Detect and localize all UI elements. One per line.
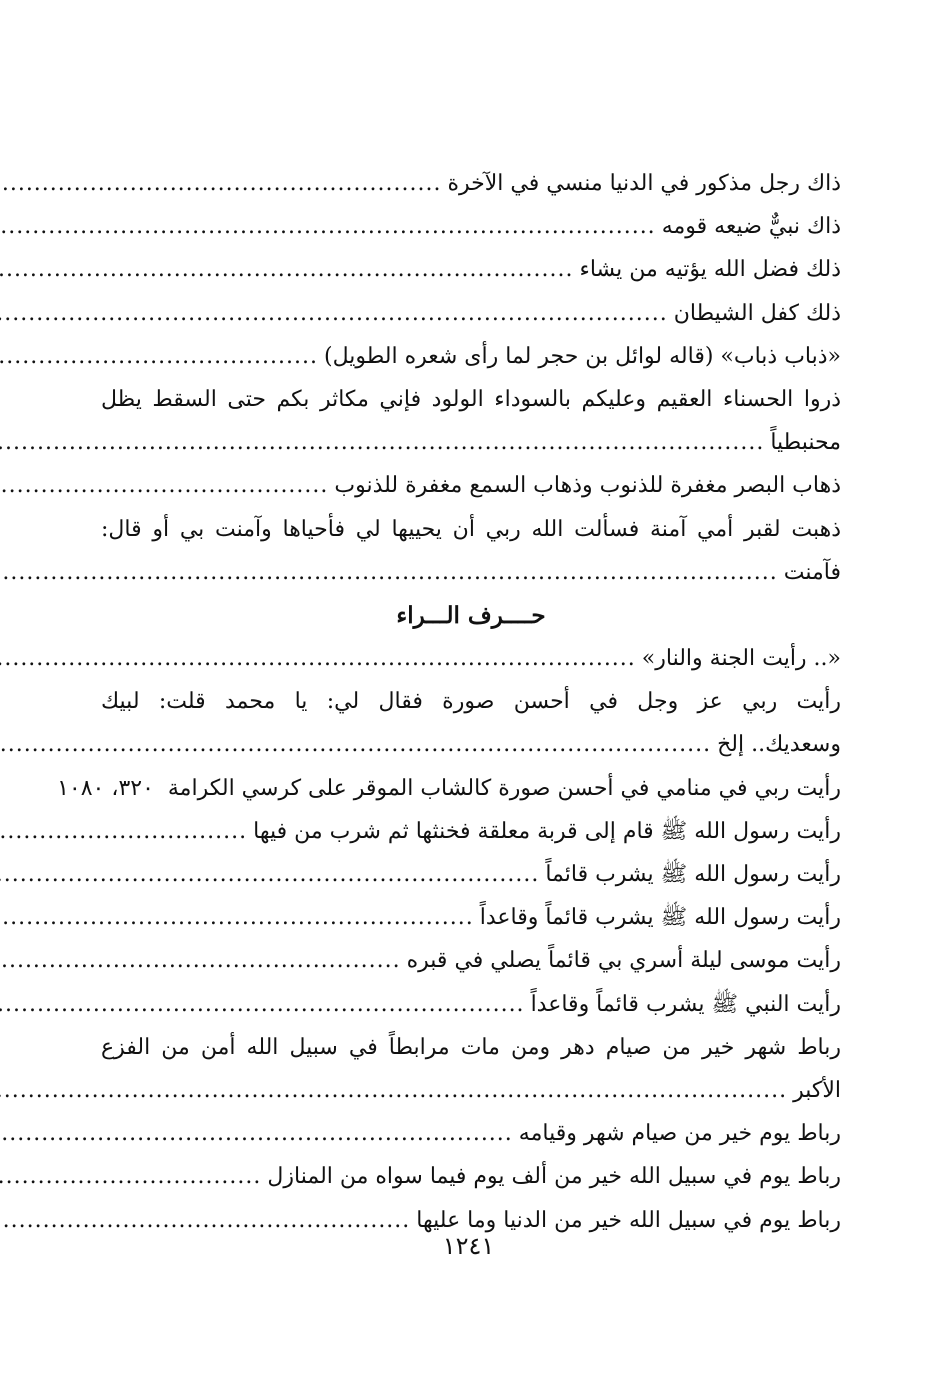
- index-entry: [57, 767, 841, 810]
- entry-text: «ذباب ذباب» (قاله لوائل بن حجر لما رأى شعره الطويل): [324, 343, 841, 369]
- entry-text: «.. رأيت الجنة والنار»: [641, 646, 841, 672]
- entry-last-line: [101, 810, 841, 853]
- dot-leader: [0, 853, 539, 896]
- entry-text: رأيت موسى ليلة أسري بي قائماً يصلي في قبره: [406, 948, 841, 974]
- entry-text: رأيت رسول الله ﷺ يشرب قائماً: [545, 862, 841, 887]
- dot-leader: [0, 637, 636, 680]
- dot-leader: [0, 1069, 787, 1112]
- dot-leader: [0, 983, 525, 1026]
- spacer: [154, 767, 168, 810]
- index-entry: [101, 939, 841, 982]
- index-entry: [101, 248, 841, 291]
- dot-leader: [0, 896, 474, 939]
- entry-text-line: رباط شهر خير من صيام دهر ومن مات مرابطاً في سبيل الله أمن من الفزع: [101, 1034, 841, 1060]
- index-entry: [101, 637, 841, 680]
- entry-text: ذلك فضل الله يؤتيه من يشاء: [579, 257, 841, 283]
- entry-page-refs: ٣٢٠، ١٠٨٠: [57, 775, 154, 801]
- index-entry: [101, 508, 841, 594]
- dot-leader: [0, 335, 318, 378]
- entry-last-line: [101, 162, 841, 205]
- entry-text: رباط يوم في سبيل الله خير من ألف يوم فيما سواه من المنازل: [267, 1164, 841, 1190]
- entry-last-line: [101, 983, 841, 1026]
- dot-leader: [0, 421, 764, 464]
- entry-last-line: [101, 939, 841, 982]
- entry-text-line: ذهبت لقبر أمي آمنة فسألت الله ربي أن يحييها لي فأحياها وآمنت بي أو قال:: [101, 516, 841, 542]
- dot-leader: [0, 723, 711, 766]
- entries-dhal: [101, 162, 841, 594]
- dot-leader: [0, 939, 401, 982]
- entry-last-line: [101, 1155, 841, 1198]
- index-entry: [101, 680, 841, 766]
- dot-leader: [0, 292, 668, 335]
- dot-leader: [0, 1155, 261, 1198]
- entry-last-line: [101, 637, 841, 680]
- dot-leader: [0, 464, 328, 507]
- index-entry: [101, 378, 841, 464]
- dot-leader: [0, 810, 247, 853]
- entry-text-line: رأيت ربي عز وجل في أحسن صورة فقال لي: يا محمد قلت: لبيك: [101, 689, 841, 715]
- entry-text-line: ذروا الحسناء العقيم وعليكم بالسوداء الولود فإني مكاثر بكم حتى السقط يظل: [101, 386, 841, 412]
- entry-text: رباط يوم في سبيل الله خير من الدنيا وما عليها: [416, 1207, 841, 1233]
- index-entry: [101, 1112, 841, 1155]
- index-entry: [101, 896, 841, 939]
- index-entry: [101, 810, 841, 853]
- index-entry: [101, 1026, 841, 1112]
- dot-leader: [0, 1112, 513, 1155]
- index-entry: [101, 1155, 841, 1198]
- dot-leader: [0, 248, 573, 291]
- entry-text: محنبطياً: [770, 430, 841, 456]
- entry-last-line: [101, 205, 841, 248]
- dot-leader: [0, 205, 656, 248]
- index-entry: [101, 335, 841, 378]
- entry-last-line: [57, 767, 841, 810]
- entry-last-line: [101, 464, 841, 507]
- entry-text: رأيت رسول الله ﷺ قام إلى قربة معلقة فخنثها ثم شرب من فيها: [253, 818, 841, 844]
- entry-last-line: [101, 292, 841, 335]
- index-entry: [101, 162, 841, 205]
- entry-last-line: [101, 421, 841, 464]
- entry-text: رأيت ربي في منامي في أحسن صورة كالشاب الموقر على كرسي الكرامة: [167, 775, 841, 801]
- entry-text: رباط يوم خير من صيام شهر وقيامه: [518, 1121, 841, 1147]
- index-content: [57, 162, 841, 1242]
- entry-text: ذاك نبيٌّ ضيعه قومه: [661, 214, 841, 240]
- entry-text: فآمنت: [783, 559, 841, 585]
- entry-text: رأيت النبي ﷺ يشرب قائماً وقاعداً: [530, 991, 841, 1017]
- dot-leader: [0, 551, 778, 594]
- section-heading-ra: حــــرف الـــراء: [396, 601, 546, 629]
- entry-last-line: [101, 1112, 841, 1155]
- entry-last-line: [101, 248, 841, 291]
- entry-text: الأكبر: [793, 1077, 841, 1103]
- entry-last-line: [101, 896, 841, 939]
- entry-text: ذهاب البصر مغفرة للذنوب وذهاب السمع مغفرة للذنوب: [334, 473, 841, 499]
- entry-last-line: [101, 335, 841, 378]
- dot-leader: [0, 162, 441, 205]
- entries-ra: [57, 637, 841, 1242]
- entry-last-line: [101, 1069, 841, 1112]
- page-number: ١٢٤١: [442, 1232, 495, 1260]
- entry-text: ذلك كفل الشيطان: [673, 300, 841, 326]
- index-entry: [101, 853, 841, 896]
- index-entry: [101, 464, 841, 507]
- entry-last-line: [101, 723, 841, 766]
- entry-last-line: [101, 551, 841, 594]
- entry-last-line: [101, 853, 841, 896]
- entry-text: وسعديك.. إلخ: [717, 732, 841, 758]
- entry-text: ذاك رجل مذكور في الدنيا منسي في الآخرة: [447, 171, 841, 196]
- entry-text: رأيت رسول الله ﷺ يشرب قائماً وقاعداً: [479, 905, 841, 931]
- index-entry: [101, 292, 841, 335]
- index-entry: [101, 205, 841, 248]
- index-entry: [101, 983, 841, 1026]
